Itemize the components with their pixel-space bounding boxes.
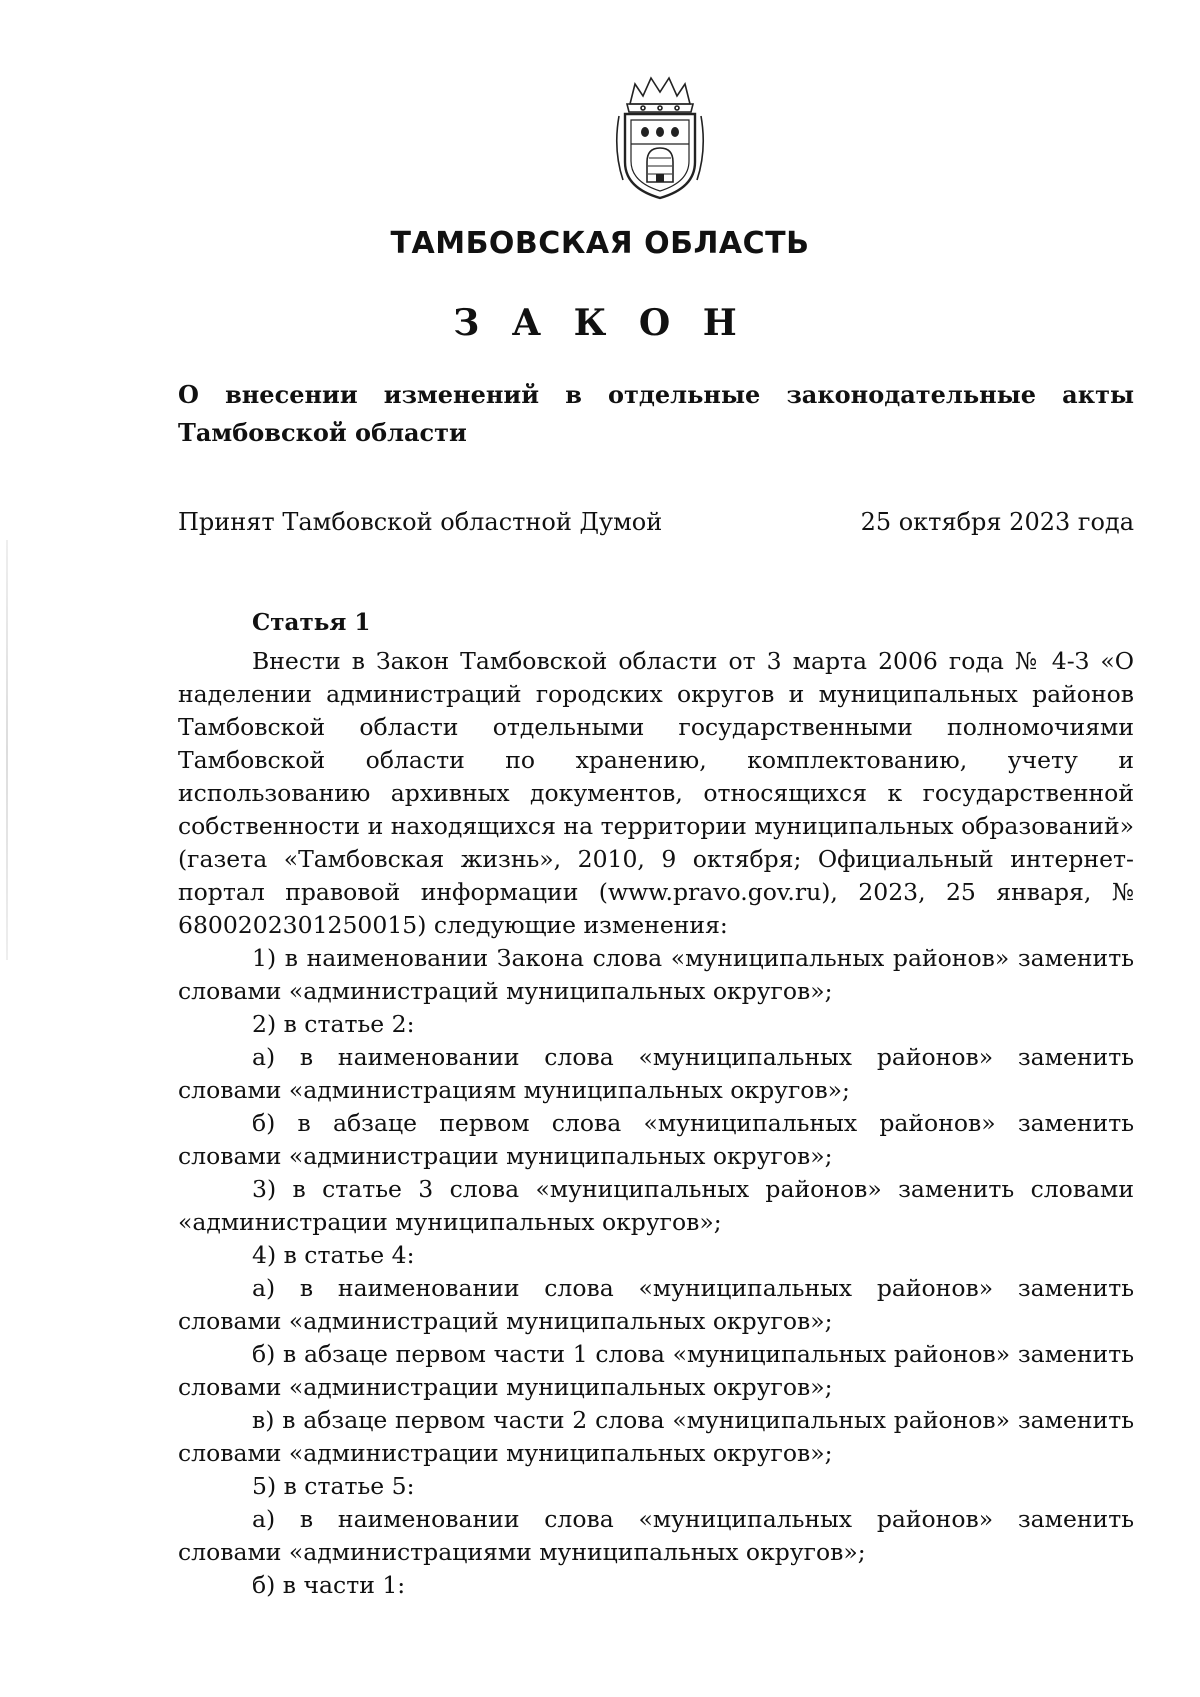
list-item: б) в абзаце первом части 1 слова «муниципальных районов» заменить словами «администрации муниципальных округов»; [178,1340,1134,1401]
adopted-by: Принят Тамбовской областной Думой [178,508,663,536]
list-item: а) в наименовании слова «муниципальных районов» заменить словами «администраций муниципальных округов»; [178,1274,1134,1335]
list-item: 4) в статье 4: [252,1241,415,1269]
article-heading: Статья 1 [252,609,371,636]
adoption-date: 25 октября 2023 года [860,508,1134,536]
list-item: а) в наименовании слова «муниципальных районов» заменить словами «администрациям муниципальных округов»; [178,1043,1134,1104]
region-heading: ТАМБОВСКАЯ ОБЛАСТЬ [390,226,810,261]
list-item: б) в части 1: [252,1571,406,1599]
adoption-line [178,508,1134,536]
tambov-coat-of-arms-icon [605,70,715,202]
list-item: 1) в наименовании Закона слова «муниципальных районов» заменить словами «администраций муниципальных округов»; [178,944,1134,1005]
list-item: 3) в статье 3 слова «муниципальных районов» заменить словами «администрации муниципальных округов»; [178,1175,1134,1236]
list-item: 2) в статье 2: [252,1010,415,1038]
article-intro-paragraph: Внести в Закон Тамбовской области от 3 марта 2006 года № 4-З «О наделении администраций городских округов и муниципальных районов Тамбовской области отдельными государственными полномочиями Тамбовской области по хранению, комплектованию, учету и использованию архивных документов, относящихся к государственной собственности и находящихся на территории муниципальных образований» (газета «Тамбовская жизнь», 2010, 9 октября; Официальный интернет-портал правовой информации (www.pravo.gov.ru), 2023, 25 января, № 6800202301250015) следующие изменения: [178,647,1134,939]
law-title: О внесении изменений в отдельные законодательные акты Тамбовской области [178,380,1134,447]
list-item: б) в абзаце первом слова «муниципальных районов» заменить словами «администрации муниципальных округов»; [178,1109,1134,1170]
scan-edge-mark [6,540,8,960]
list-item: а) в наименовании слова «муниципальных районов» заменить словами «администрациями муниципальных округов»; [178,1505,1134,1566]
document-type-heading: З А К О Н [453,302,747,344]
list-item: в) в абзаце первом части 2 слова «муниципальных районов» заменить словами «администрации муниципальных округов»; [178,1406,1134,1467]
article-body [178,645,1134,1602]
list-item: 5) в статье 5: [252,1472,415,1500]
